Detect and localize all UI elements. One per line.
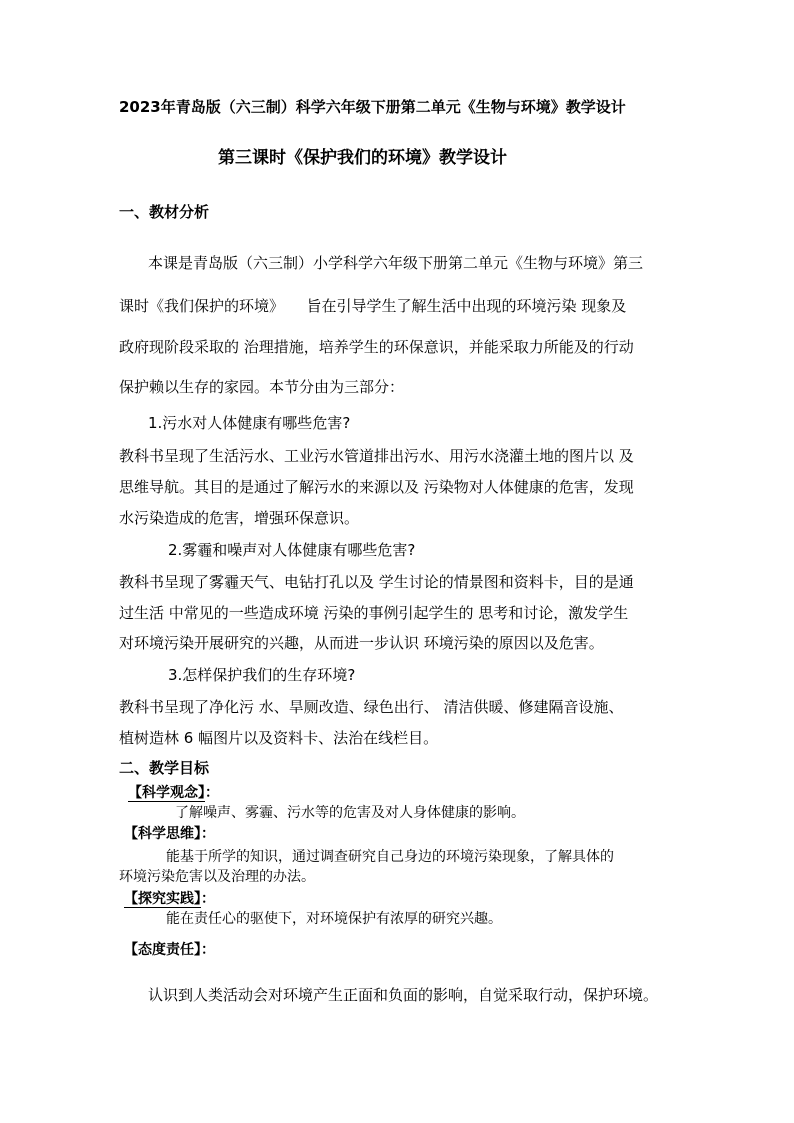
part-2-line-2: 过生活 中常见的一些造成环境 污染的事例引起学生的 思考和讨论，激发学生 <box>119 604 629 622</box>
part-3-line-2: 植树造林 6 幅图片以及资料卡、法治在线栏目。 <box>119 729 439 747</box>
objective-label-attitude-responsibility <box>124 941 215 959</box>
objective-label-colon: ： <box>201 942 215 958</box>
part-1-line-1: 教科书呈现了生活污水、工业污水管道排出污水、用污水浇灌土地的图片以 及 <box>119 447 634 465</box>
objective-label-scientific-concept <box>128 784 219 802</box>
part-3-line-1: 教科书呈现了净化污 水、旱厕改造、绿色出行、 清洁供暖、修建隔音设施、 <box>119 698 624 716</box>
part-2-question: 2.雾霾和噪声对人体健康有哪些危害? <box>168 541 416 559</box>
objective-label-text: 【探究实践】 <box>124 891 201 907</box>
objective-text-scientific-thinking-2: 环境污染危害以及治理的办法。 <box>119 869 315 885</box>
objective-text-scientific-thinking-1: 能基于所学的知识，通过调查研究自己身边的环境污染现象，了解具体的 <box>166 849 614 865</box>
section-heading-teaching-objectives: 二、教学目标 <box>119 759 210 777</box>
intro-line-1: 本课是青岛版（六三制）小学科学六年级下册第二单元《生物与环境》第三 <box>148 254 644 272</box>
part-1-line-3: 水污染造成的危害，增强环保意识。 <box>119 509 360 527</box>
part-1-line-2: 思维导航。其目的是通过了解污水的来源以及 污染物对人体健康的危害，发现 <box>119 478 634 496</box>
objective-label-colon: ： <box>201 891 215 907</box>
part-2-line-1: 教科书呈现了雾霾天气、电钻打孔以及 学生讨论的情景图和资料卡，目的是通 <box>119 573 634 591</box>
objective-label-colon: ： <box>205 785 219 801</box>
lesson-title: 第三课时《保护我们的环境》教学设计 <box>218 148 507 168</box>
part-1-question: 1.污水对人体健康有哪些危害? <box>148 414 351 432</box>
objective-text-attitude-responsibility: 认识到人类活动会对环境产生正面和负面的影响，自觉采取行动，保护环境。 <box>148 986 659 1004</box>
objective-label-inquiry-practice <box>124 890 215 908</box>
objective-text-scientific-concept: 了解噪声、雾霾、污水等的危害及对人身体健康的影响。 <box>175 805 525 821</box>
objective-label-text: 【态度责任】 <box>124 942 201 958</box>
intro-line-3: 政府现阶段采取的 治理措施，培养学生的环保意识，并能采取力所能及的行动 <box>119 338 634 356</box>
part-3-question: 3.怎样保护我们的生存环境? <box>168 666 356 684</box>
objective-label-text: 【科学思维】 <box>124 826 201 842</box>
intro-line-4: 保护赖以生存的家园。本节分由为三部分： <box>119 378 405 396</box>
section-heading-textbook-analysis: 一、教材分析 <box>119 203 210 221</box>
objective-text-inquiry-practice: 能在责任心的驱使下，对环境保护有浓厚的研究兴趣。 <box>166 911 502 927</box>
intro-line-2: 课时《我们保护的环境》 旨在引导学生了解生活中出现的环境污染 现象及 <box>119 297 627 315</box>
part-2-line-3: 对环境污染开展研究的兴趣，从而进一步认识 环境污染的原因以及危害。 <box>119 634 604 652</box>
objective-label-colon: ： <box>201 826 215 842</box>
objective-label-scientific-thinking <box>124 825 215 843</box>
document-title: 2023年青岛版（六三制）科学六年级下册第二单元《生物与环境》教学设计 <box>119 98 626 116</box>
objective-label-text: 【科学观念】 <box>128 785 205 801</box>
